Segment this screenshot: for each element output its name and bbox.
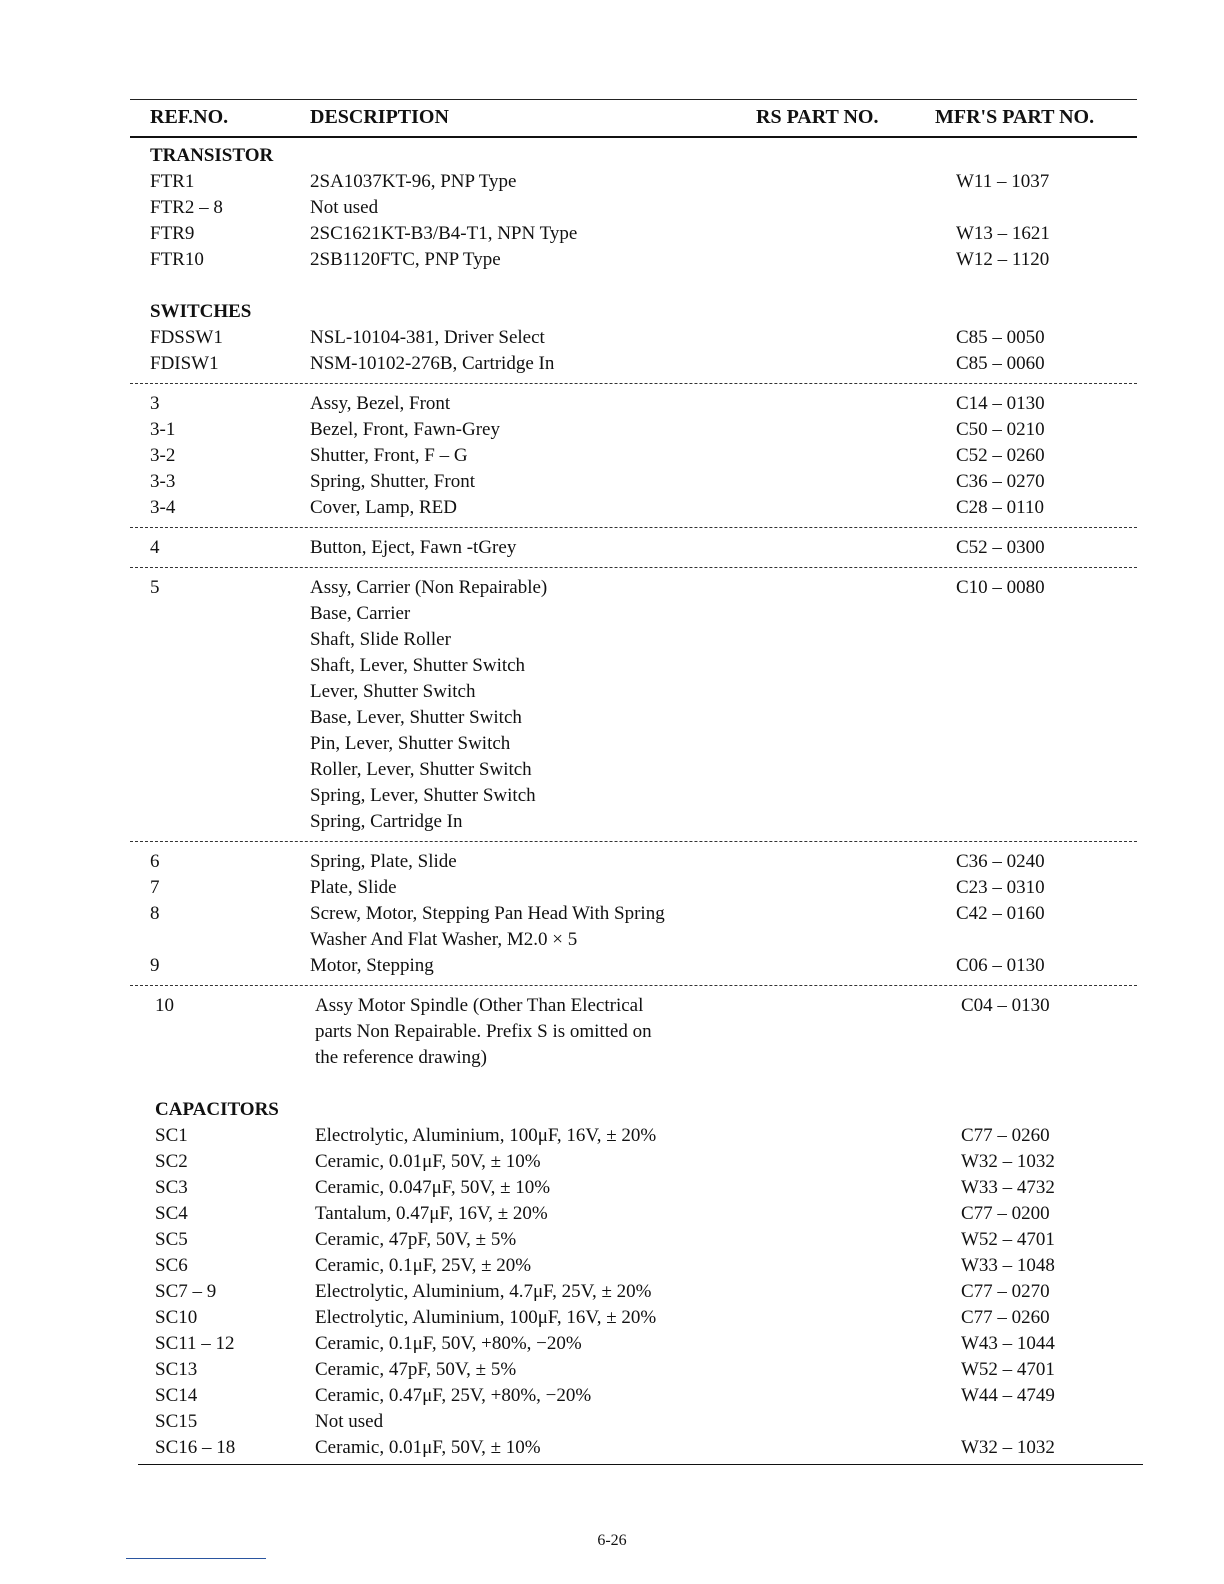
table-row: SC13 Ceramic, 47pF, 50V, ± 5% W52 – 4701: [155, 1359, 1055, 1380]
table-row: SC4 Tantalum, 0.47μF, 16V, ± 20% C77 – 0200: [155, 1203, 1050, 1224]
section-title-switches: SWITCHES: [150, 301, 252, 322]
table-row: 3-3 Spring, Shutter, Front C36 – 0270: [150, 471, 1045, 492]
header-description: DESCRIPTION: [310, 106, 449, 128]
table-row: Roller, Lever, Shutter Switch: [310, 759, 532, 780]
table-row: FDISW1 NSM-10102-276B, Cartridge In C85 – 0060: [150, 353, 1045, 374]
table-row: FDSSW1 NSL-10104-381, Driver Select C85 – 0050: [150, 327, 1045, 348]
table-row: Spring, Lever, Shutter Switch: [310, 785, 536, 806]
table-row: 3 Assy, Bezel, Front C14 – 0130: [150, 393, 1045, 414]
section-title-capacitors: CAPACITORS: [155, 1099, 279, 1120]
top-rule: [130, 99, 1137, 100]
table-row: SC14 Ceramic, 0.47μF, 25V, +80%, −20% W44 – 4749: [155, 1385, 1055, 1406]
table-row: 6 Spring, Plate, Slide C36 – 0240: [150, 851, 1045, 872]
table-row: Base, Carrier: [310, 603, 411, 624]
table-row: SC16 – 18 Ceramic, 0.01μF, 50V, ± 10% W32 – 1032: [155, 1437, 1055, 1458]
table-row: parts Non Repairable. Prefix S is omitted on: [315, 1021, 652, 1042]
table-row: Lever, Shutter Switch: [310, 681, 476, 702]
spacer: [130, 273, 1137, 299]
table-row: SC2 Ceramic, 0.01μF, 50V, ± 10% W32 – 1032: [155, 1151, 1055, 1172]
table-row: 3-2 Shutter, Front, F – G C52 – 0260: [150, 445, 1045, 466]
bottom-rule: [138, 1464, 1143, 1465]
table-row: Spring, Cartridge In: [310, 811, 463, 832]
table-row: 5 Assy, Carrier (Non Repairable) C10 – 0080: [150, 577, 1045, 598]
dashed-divider: [130, 979, 1137, 993]
header-ref-no: REF.NO.: [150, 106, 229, 128]
footer-line: [126, 1558, 266, 1559]
table-row: Washer And Flat Washer, M2.0 × 5: [310, 929, 578, 950]
dashed-divider: [130, 521, 1137, 535]
dashed-divider: [130, 835, 1137, 849]
table-header: [130, 104, 1137, 134]
table-row: Pin, Lever, Shutter Switch: [310, 733, 511, 754]
table-row: SC15 Not used: [155, 1411, 384, 1432]
table-row: 10 Assy Motor Spindle (Other Than Electrical C04 – 0130: [155, 995, 1050, 1016]
table-row: 4 Button, Eject, Fawn -tGrey C52 – 0300: [150, 537, 1045, 558]
table-row: 3-1 Bezel, Front, Fawn-Grey C50 – 0210: [150, 419, 1045, 440]
table-row: 9 Motor, Stepping C06 – 0130: [150, 955, 1045, 976]
table-row: the reference drawing): [315, 1047, 487, 1068]
table-row: FTR2 – 8 Not used: [150, 197, 379, 218]
table-row: SC5 Ceramic, 47pF, 50V, ± 5% W52 – 4701: [155, 1229, 1055, 1250]
table-row: 7 Plate, Slide C23 – 0310: [150, 877, 1045, 898]
table-row: FTR9 2SC1621KT-B3/B4-T1, NPN Type W13 – 1621: [150, 223, 1050, 244]
table-row: SC7 – 9 Electrolytic, Aluminium, 4.7μF, 25V, ± 20% C77 – 0270: [155, 1281, 1050, 1302]
table-row: SC11 – 12 Ceramic, 0.1μF, 50V, +80%, −20% W43 – 1044: [155, 1333, 1055, 1354]
dashed-divider: [130, 377, 1137, 391]
table-row: SC3 Ceramic, 0.047μF, 50V, ± 10% W33 – 4732: [155, 1177, 1055, 1198]
header-rs-part-no: RS PART NO.: [756, 106, 879, 128]
table-row: SC10 Electrolytic, Aluminium, 100μF, 16V, ± 20% C77 – 0260: [155, 1307, 1050, 1328]
page-number: 6-26: [597, 1532, 627, 1549]
table-row: FTR10 2SB1120FTC, PNP Type W12 – 1120: [150, 249, 1050, 270]
spacer: [135, 1071, 1137, 1097]
parts-table-body: [130, 143, 1137, 1461]
table-row: Shaft, Slide Roller: [310, 629, 451, 650]
table-row: Shaft, Lever, Shutter Switch: [310, 655, 526, 676]
dashed-divider: [130, 561, 1137, 575]
table-row: FTR1 2SA1037KT-96, PNP Type W11 – 1037: [150, 171, 1050, 192]
table-row: 8 Screw, Motor, Stepping Pan Head With Spring C42 – 0160: [150, 903, 1045, 924]
header-mfr-part-no: MFR'S PART NO.: [935, 106, 1095, 128]
table-row: Base, Lever, Shutter Switch: [310, 707, 522, 728]
header-rule: [130, 136, 1137, 138]
table-row: SC6 Ceramic, 0.1μF, 25V, ± 20% W33 – 1048: [155, 1255, 1055, 1276]
section-title-transistor: TRANSISTOR: [150, 145, 274, 166]
table-row: 3-4 Cover, Lamp, RED C28 – 0110: [150, 497, 1044, 518]
table-row: SC1 Electrolytic, Aluminium, 100μF, 16V, ± 20% C77 – 0260: [155, 1125, 1050, 1146]
